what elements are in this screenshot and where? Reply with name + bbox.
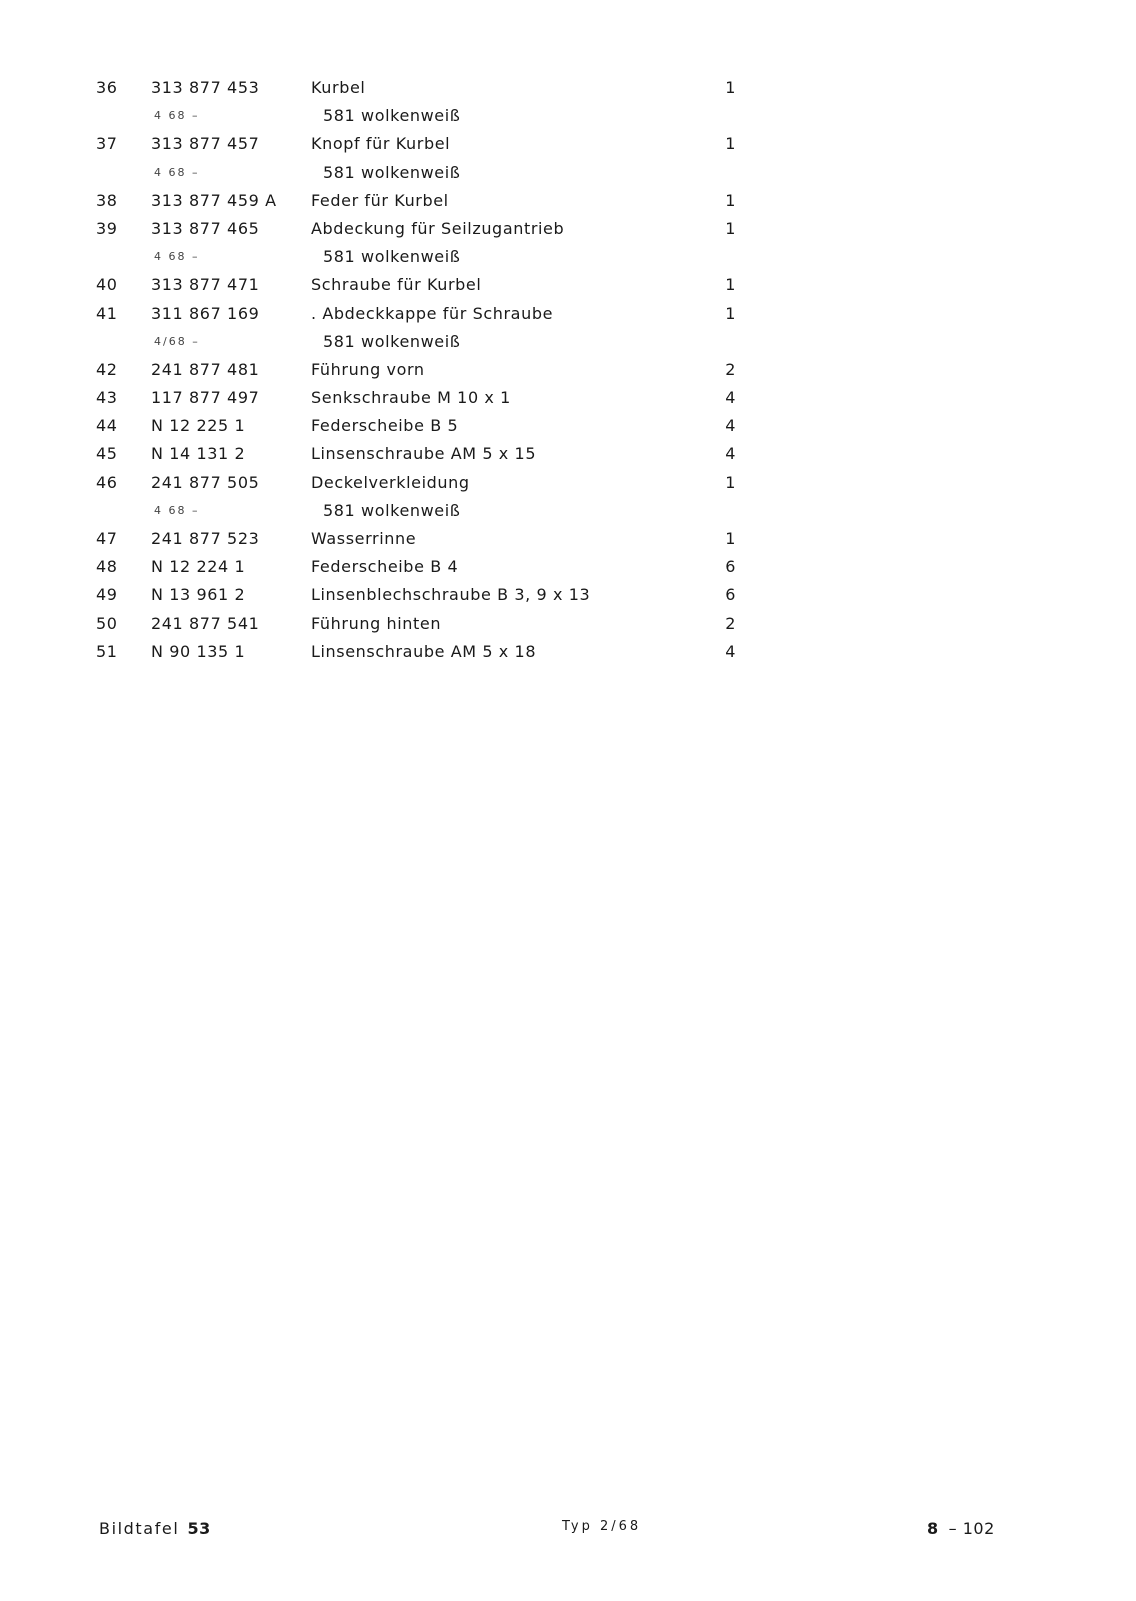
row-description: Schraube für Kurbel [311, 275, 482, 295]
row-quantity: 4 [725, 444, 736, 464]
row-part-number: N 12 225 1 [151, 416, 246, 436]
row-description: Senkschraube M 10 x 1 [311, 388, 511, 408]
row-date: 4 68 – [154, 503, 200, 517]
row-position: 48 [96, 557, 118, 577]
row-date: 4 68 – [154, 165, 200, 179]
row-quantity: 1 [725, 78, 736, 97]
row-part-number: N 90 135 1 [151, 641, 246, 661]
row-description: 581 wolkenweiß [323, 247, 461, 267]
row-part-number: 313 877 465 [151, 218, 260, 238]
footer-plate-label: Bildtafel [99, 1519, 180, 1538]
row-description: 581 wolkenweiß [323, 162, 461, 182]
parts-row [96, 74, 756, 102]
row-description: Linsenblechschraube B 3, 9 x 13 [311, 585, 591, 605]
row-description: Knopf für Kurbel [311, 134, 451, 154]
parts-row [96, 553, 756, 581]
row-description: Federscheibe B 5 [311, 416, 459, 436]
row-date: 4 68 – [154, 250, 200, 264]
row-part-number: N 14 131 2 [151, 444, 246, 464]
row-description: Federscheibe B 4 [311, 557, 459, 577]
row-part-number: 313 877 459 A [151, 190, 277, 210]
row-quantity: 1 [725, 134, 736, 154]
row-quantity: 6 [725, 557, 736, 577]
row-position: 43 [96, 388, 118, 408]
row-part-number: 241 877 541 [151, 613, 260, 633]
row-quantity: 1 [725, 275, 736, 295]
row-position: 47 [96, 529, 118, 548]
row-position: 36 [96, 78, 118, 97]
row-quantity: 1 [725, 218, 736, 238]
row-quantity: 1 [725, 472, 736, 492]
parts-row [96, 300, 756, 328]
row-part-number: N 13 961 2 [151, 585, 246, 605]
parts-row [96, 440, 756, 468]
row-quantity: 6 [725, 585, 736, 605]
row-quantity: 4 [725, 388, 736, 408]
row-part-number: 311 867 169 [151, 303, 260, 323]
footer-page-suffix: – 102 [948, 1519, 995, 1538]
parts-row [96, 638, 756, 666]
row-quantity: 1 [725, 190, 736, 210]
parts-row [96, 581, 756, 609]
row-part-number: 117 877 497 [151, 388, 260, 408]
parts-subrow [96, 328, 756, 356]
parts-row [96, 610, 756, 638]
row-part-number: 313 877 471 [151, 275, 260, 295]
parts-row [96, 187, 756, 215]
parts-subrow [96, 243, 756, 271]
footer-page-number [927, 1519, 995, 1538]
row-part-number: N 12 224 1 [151, 557, 246, 577]
row-quantity: 2 [725, 359, 736, 379]
row-position: 38 [96, 190, 118, 210]
parts-row [96, 384, 756, 412]
row-description: Abdeckung für Seilzugantrieb [311, 218, 565, 238]
footer-plate-number: 53 [187, 1519, 211, 1538]
parts-row [96, 356, 756, 384]
row-part-number: 313 877 453 [151, 78, 260, 97]
page-footer [0, 1519, 1136, 1549]
parts-row [96, 130, 756, 158]
row-position: 41 [96, 303, 118, 323]
row-quantity: 1 [725, 529, 736, 548]
row-position: 51 [96, 641, 118, 661]
row-description: 581 wolkenweiß [323, 331, 461, 351]
row-date: 4 68 – [154, 109, 200, 123]
row-part-number: 241 877 505 [151, 472, 260, 492]
parts-row [96, 525, 756, 553]
parts-subrow [96, 102, 756, 130]
row-position: 37 [96, 134, 118, 154]
parts-row [96, 469, 756, 497]
row-description: 581 wolkenweiß [323, 500, 461, 520]
row-description: Wasserrinne [311, 529, 417, 548]
row-position: 42 [96, 359, 118, 379]
row-date: 4/68 – [154, 334, 200, 348]
parts-subrow [96, 159, 756, 187]
row-part-number: 313 877 457 [151, 134, 260, 154]
row-description: . Abdeckkappe für Schraube [311, 303, 554, 323]
row-position: 40 [96, 275, 118, 295]
row-description: Linsenschraube AM 5 x 15 [311, 444, 537, 464]
row-part-number: 241 877 523 [151, 529, 260, 548]
parts-row [96, 271, 756, 299]
row-description: Feder für Kurbel [311, 190, 449, 210]
row-description: Führung vorn [311, 359, 425, 379]
footer-plate [99, 1519, 211, 1538]
parts-list [96, 74, 756, 666]
row-position: 45 [96, 444, 118, 464]
row-quantity: 4 [725, 641, 736, 661]
row-position: 50 [96, 613, 118, 633]
row-part-number: 241 877 481 [151, 359, 260, 379]
row-quantity: 4 [725, 416, 736, 436]
parts-row [96, 412, 756, 440]
row-quantity: 2 [725, 613, 736, 633]
row-description: Führung hinten [311, 613, 442, 633]
row-position: 39 [96, 218, 118, 238]
row-description: 581 wolkenweiß [323, 106, 461, 126]
row-position: 49 [96, 585, 118, 605]
footer-section: 8 [927, 1519, 939, 1538]
row-description: Deckelverkleidung [311, 472, 470, 492]
row-description: Kurbel [311, 78, 366, 97]
row-position: 46 [96, 472, 118, 492]
row-quantity: 1 [725, 303, 736, 323]
parts-row [96, 215, 756, 243]
row-description: Linsenschraube AM 5 x 18 [311, 641, 537, 661]
row-position: 44 [96, 416, 118, 436]
parts-subrow [96, 497, 756, 525]
footer-type: Typ 2/68 [562, 1519, 642, 1534]
